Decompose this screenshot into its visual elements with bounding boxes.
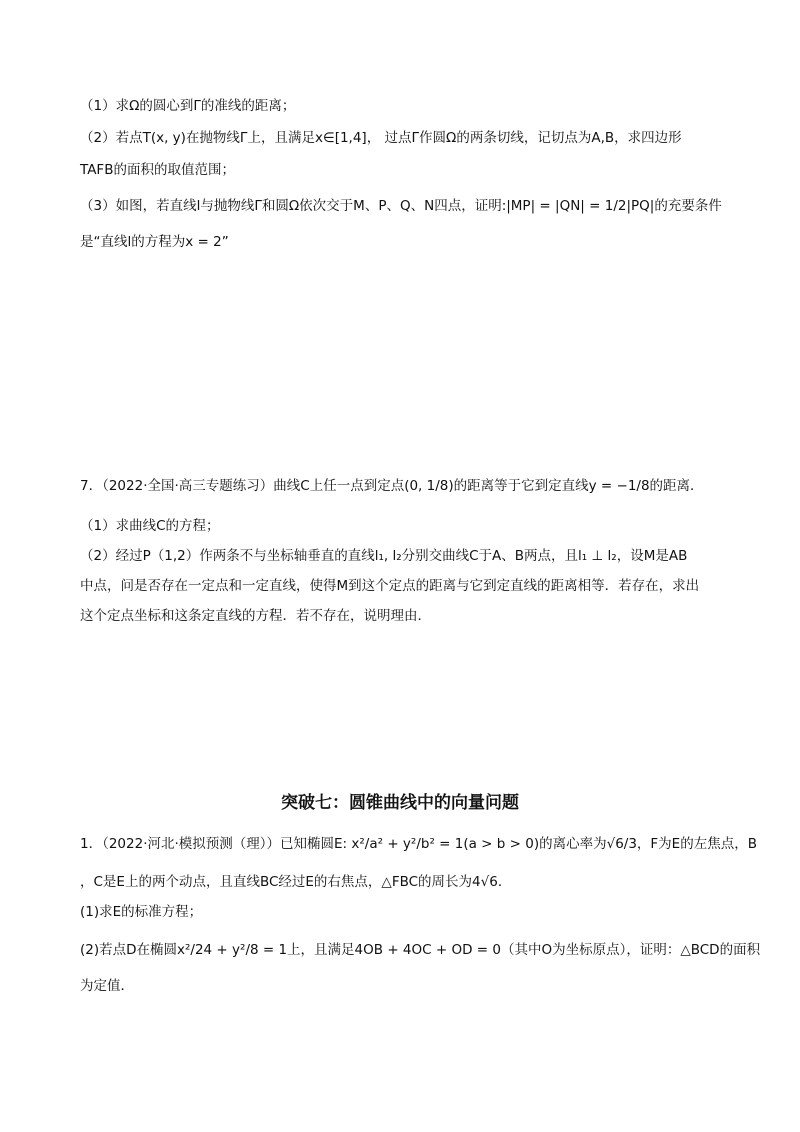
problem-6-q3-line1: （3）如图，若直线l与抛物线Γ和圆Ω依次交于M、P、Q、N四点，证明:|MP| = |QN| = 1/2|PQ|的充要条件: [80, 198, 722, 214]
problem-7-q2-line3: 这个定点坐标和这条定直线的方程．若不存在，说明理由．: [80, 608, 431, 624]
problem-1-q2-line2: 为定值．: [80, 978, 134, 994]
problem-1-q1: (1)求E的标准方程；: [80, 904, 203, 920]
problem-7-q2-line1: （2）经过P（1,2）作两条不与坐标轴垂直的直线l₁, l₂分别交曲线C于A、B两点，且l₁ ⊥ l₂，设M是AB: [80, 548, 688, 564]
problem-7-statement: 7．（2022·全国·高三专题练习）曲线C上任一点到定点(0, 1/8)的距离等于它到定直线y = −1/8的距离．: [80, 478, 704, 494]
problem-6-q1: （1）求Ω的圆心到Γ的准线的距离；: [80, 98, 296, 114]
problem-7-q2-line2: 中点，问是否存在一定点和一定直线，使得M到这个定点的距离与它到定直线的距离相等．若存在，求出: [80, 578, 700, 594]
section-title: 突破七：圆锥曲线中的向量问题: [281, 793, 519, 813]
problem-7-q1: （1）求曲线C的方程；: [80, 518, 220, 534]
problem-1-statement-line2: ，C是E上的两个动点，且直线BC经过E的右焦点，△FBC的周长为4√6．: [80, 874, 512, 890]
problem-6-q2-line1: （2）若点T(x, y)在抛物线Γ上，且满足x∈[1,4]， 过点Γ作圆Ω的两条切线，记切点为A,B，求四边形: [80, 130, 682, 146]
problem-6-q2-line2: TAFB的面积的取值范围；: [80, 162, 235, 178]
problem-1-statement-line1: 1．（2022·河北·模拟预测（理））已知椭圆E: x²/a² + y²/b² = 1(a > b > 0)的离心率为√6/3，F为E的左焦点，B: [80, 836, 757, 852]
problem-1-q2-line1: (2)若点D在椭圆x²/24 + y²/8 = 1上，且满足4OB + 4OC + OD = 0（其中O为坐标原点），证明：△BCD的面积: [80, 942, 761, 958]
problem-6-q3-line2: 是“直线l的方程为x = 2”: [80, 234, 229, 250]
